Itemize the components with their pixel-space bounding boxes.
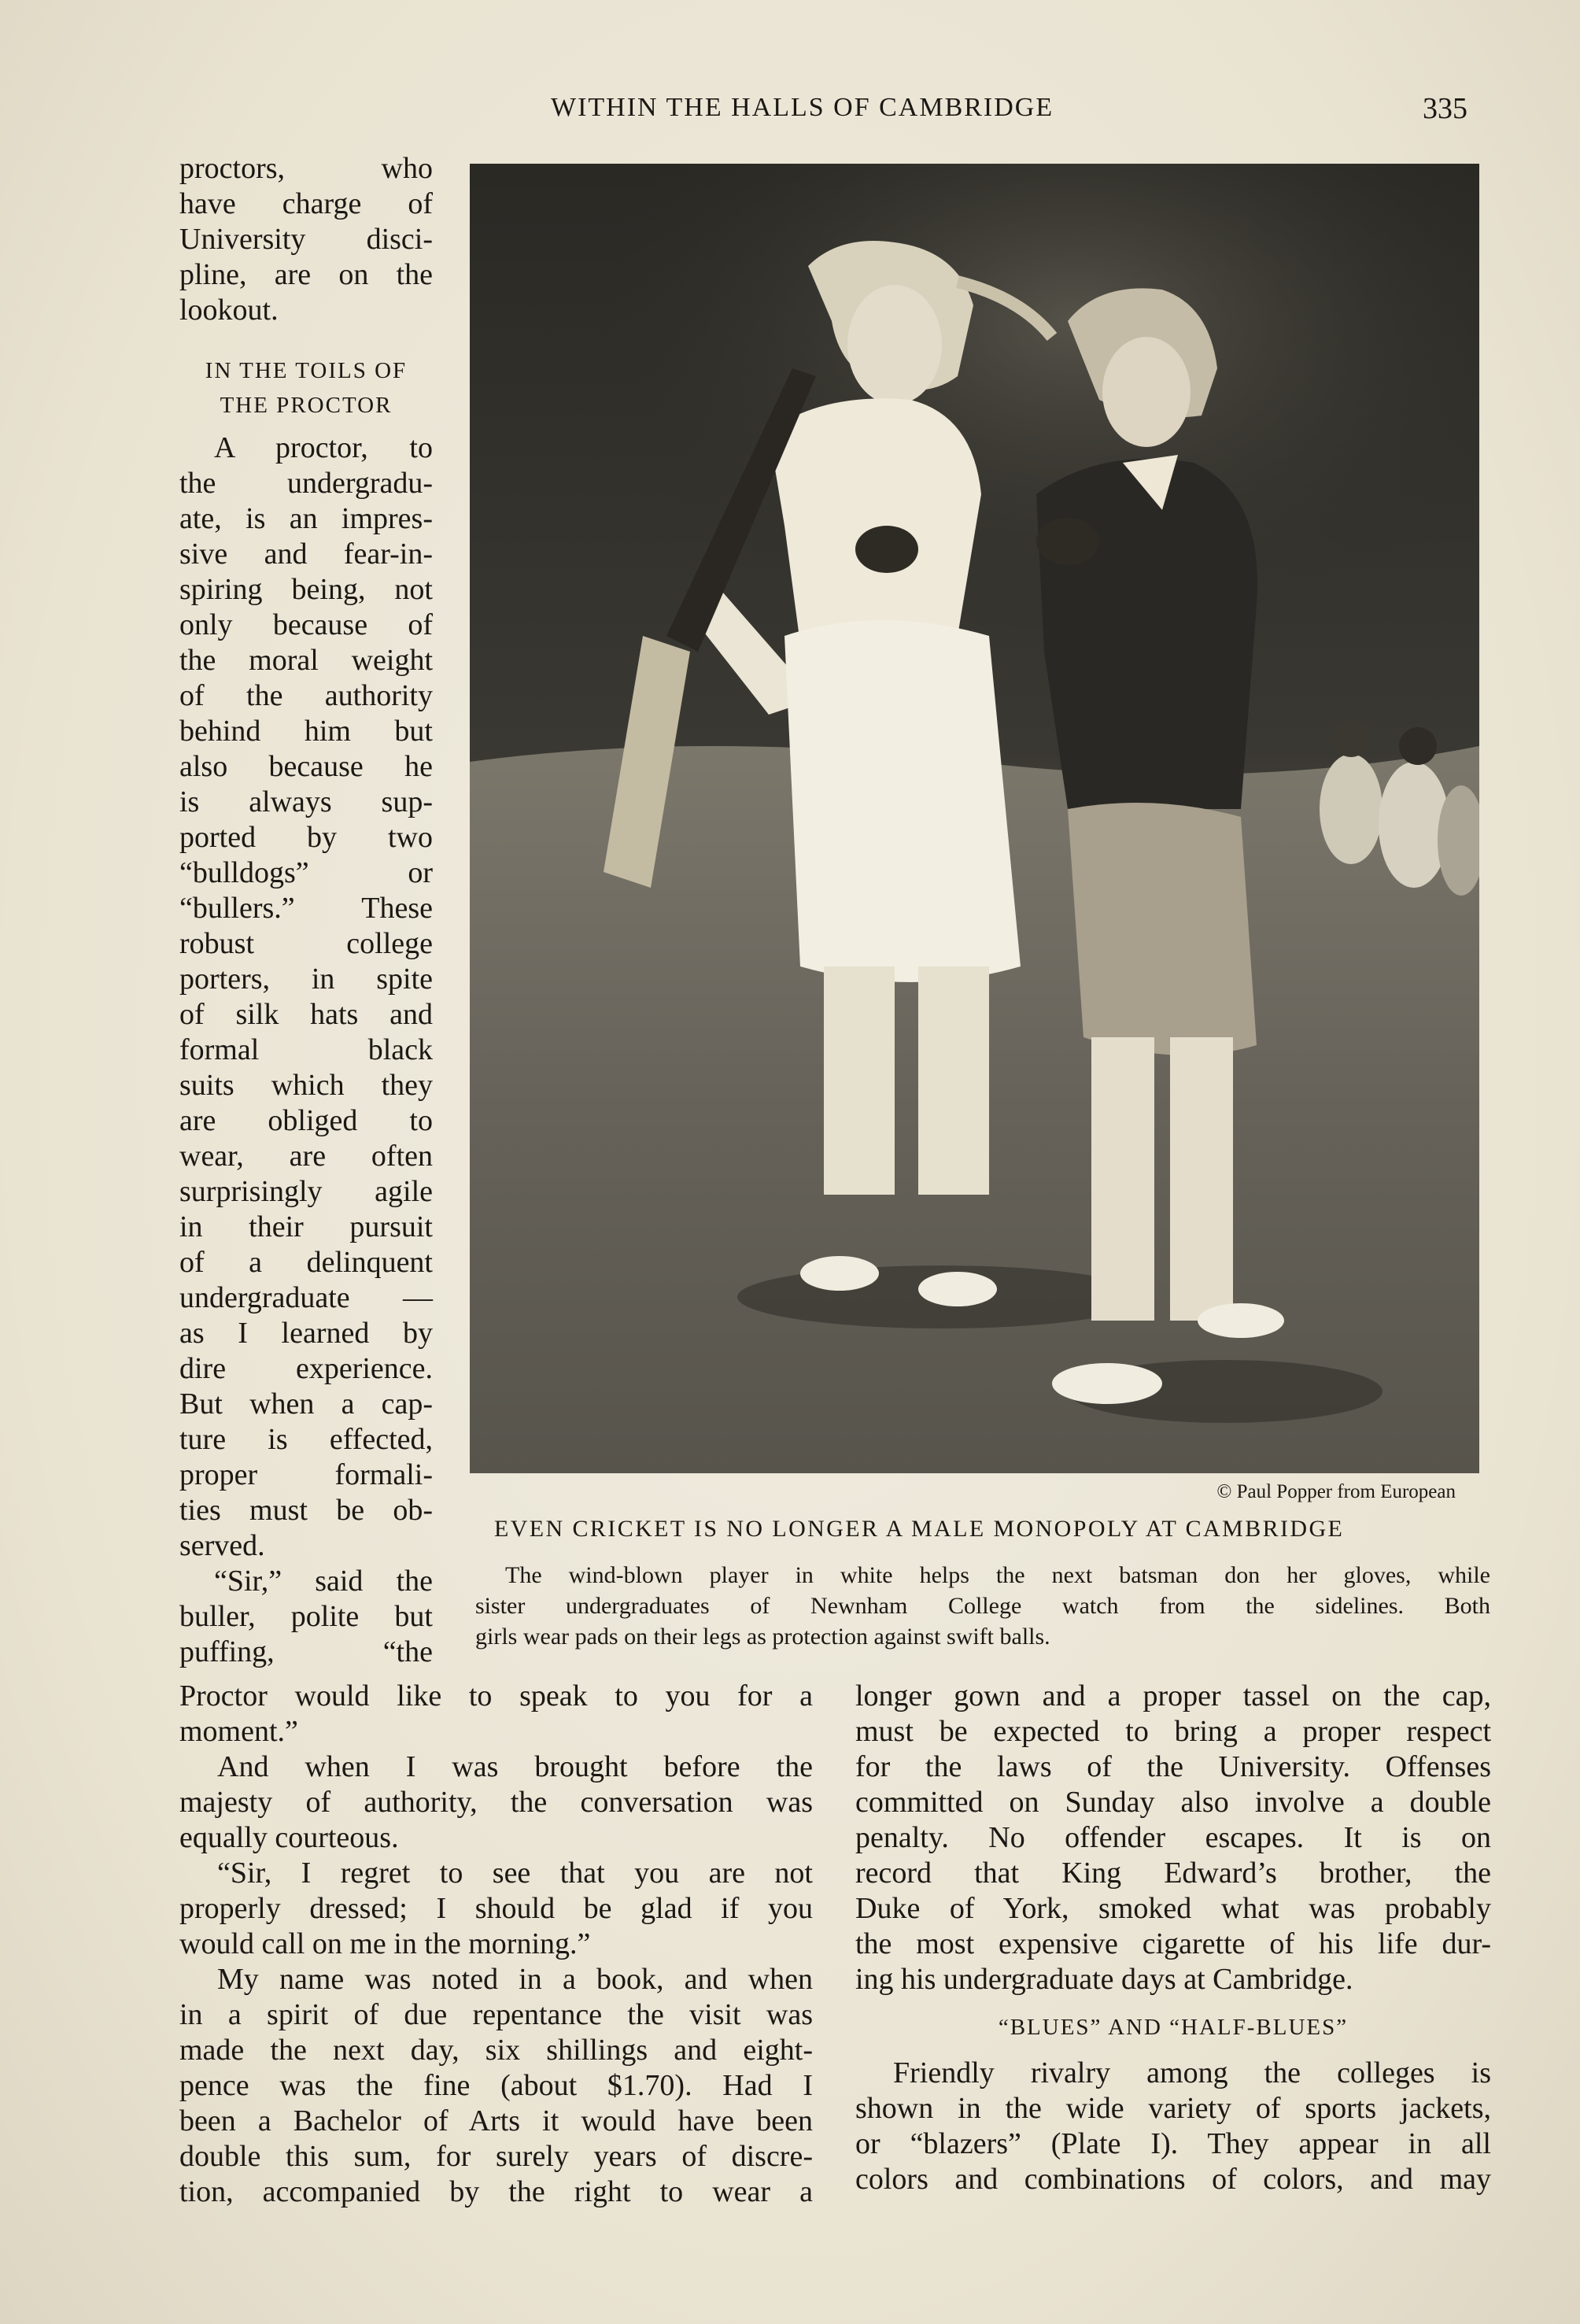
text-line: properly dressed; I should be glad if you xyxy=(179,1892,813,1925)
text-line: pline, are on the xyxy=(179,258,433,291)
player-skirt xyxy=(784,620,1021,982)
lower-right-column xyxy=(855,1679,1491,2197)
text-line: “bullers.” These xyxy=(179,892,433,925)
running-title: WITHIN THE HALLS OF CAMBRIDGE xyxy=(551,93,1054,122)
caption-body xyxy=(475,1560,1490,1652)
text-line: surprisingly agile xyxy=(179,1175,433,1208)
text-line: pence was the fine (about $1.70). Had I xyxy=(179,2069,813,2102)
text-line: lookout. xyxy=(179,294,279,327)
text-line: the moral weight xyxy=(179,644,433,677)
paragraph-sir-said-the-buller xyxy=(179,1564,433,1670)
text-line: Proctor would like to speak to you for a xyxy=(179,1679,813,1713)
text-line: robust college xyxy=(179,927,433,960)
text-line: ture is effected, xyxy=(179,1423,433,1456)
text-line: in a spirit of due repentance the visit was xyxy=(179,1998,813,2031)
text-line: been a Bachelor of Arts it would have been xyxy=(179,2104,813,2137)
text-line: porters, in spite xyxy=(179,962,433,996)
text-line: formal black xyxy=(179,1033,433,1066)
text-line: shown in the wide variety of sports jackets, xyxy=(855,2092,1491,2125)
text-line: record that King Edward’s brother, the xyxy=(855,1857,1491,1890)
text-line: “Sir,” said the xyxy=(214,1565,433,1598)
text-line: have charge of xyxy=(179,187,433,220)
caption-line: The wind-blown player in white helps the next batsman don her gloves, while xyxy=(505,1562,1490,1588)
photo-credit: © Paul Popper from European xyxy=(1216,1481,1456,1502)
text-line: University disci- xyxy=(179,223,433,256)
text-line: moment.” xyxy=(179,1715,298,1748)
text-line: My name was noted in a book, and when xyxy=(217,1963,813,1996)
text-line: proper formali- xyxy=(179,1458,433,1491)
text-line: must be expected to bring a proper respect xyxy=(855,1715,1491,1748)
text-line: ing his undergraduate days at Cambridge. xyxy=(855,1963,1353,1996)
text-line: for the laws of the University. Offenses xyxy=(855,1750,1491,1783)
text-line: in their pursuit xyxy=(179,1210,433,1243)
text-line: are obliged to xyxy=(179,1104,433,1137)
text-line: behind him but xyxy=(179,715,433,748)
text-line: also because he xyxy=(179,750,433,783)
page-number: 335 xyxy=(1423,92,1467,125)
text-line: served. xyxy=(179,1529,265,1562)
text-line: tion, accompanied by the right to wear a xyxy=(179,2175,813,2208)
text-line: puffing, “the xyxy=(179,1635,433,1668)
batting-glove xyxy=(1036,518,1099,565)
caption-title: EVEN CRICKET IS NO LONGER A MALE MONOPOLY AT CAMBRIDGE xyxy=(494,1516,1345,1542)
text-line: or “blazers” (Plate I). They appear in all xyxy=(855,2127,1491,2160)
text-line: is always sup- xyxy=(179,785,433,818)
text-line: made the next day, six shillings and eight- xyxy=(179,2034,813,2067)
text-line: A proctor, to xyxy=(214,431,433,464)
text-line: longer gown and a proper tassel on the cap, xyxy=(855,1679,1491,1713)
cricket-photograph xyxy=(470,164,1479,1473)
running-head xyxy=(0,93,1580,132)
caption-line: girls wear pads on their legs as protection against swift balls. xyxy=(475,1624,1050,1650)
subhead-toils-of-proctor xyxy=(179,353,433,423)
text-line: as I learned by xyxy=(179,1317,433,1350)
text-line: Duke of York, smoked what was probably xyxy=(855,1892,1491,1925)
text-line: dire experience. xyxy=(179,1352,433,1385)
paragraph-proctor-description xyxy=(179,430,433,1564)
text-line: ate, is an impres- xyxy=(179,502,433,535)
text-line: wear, are often xyxy=(179,1140,433,1173)
text-line: of a delinquent xyxy=(179,1246,433,1279)
text-line: “bulldogs” or xyxy=(179,856,433,889)
text-line: colors and combinations of colors, and may xyxy=(855,2163,1491,2196)
text-line: ported by two xyxy=(179,821,433,854)
text-line: But when a cap- xyxy=(179,1387,433,1421)
photograph-illustration xyxy=(470,164,1479,1473)
plaid-skirt xyxy=(1068,803,1257,1055)
text-line: majesty of authority, the conversation was xyxy=(179,1786,813,1819)
subhead-blues-and-half-blues: “BLUES” AND “HALF-BLUES” xyxy=(998,2015,1349,2040)
lower-left-column xyxy=(179,1679,813,2210)
text-line: only because of xyxy=(179,608,433,641)
text-line: undergraduate — xyxy=(179,1281,433,1314)
dark-cardigan xyxy=(1036,459,1257,809)
batting-glove xyxy=(855,526,918,573)
text-line: the undergradu- xyxy=(179,467,433,500)
subhead-line: IN THE TOILS OF xyxy=(205,358,408,383)
leg-pad-left xyxy=(824,966,895,1195)
caption-line: sister undergraduates of Newnham College watch from the sidelines. Both xyxy=(475,1593,1490,1619)
text-line: committed on Sunday also involve a double xyxy=(855,1786,1491,1819)
text-line: buller, polite but xyxy=(179,1600,433,1633)
text-line: double this sum, for surely years of discre- xyxy=(179,2140,813,2173)
leg-pad-right xyxy=(918,966,989,1195)
text-line: Friendly rivalry among the colleges is xyxy=(893,2056,1491,2089)
text-line: And when I was brought before the xyxy=(217,1750,813,1783)
text-line: sive and fear-in- xyxy=(179,538,433,571)
text-line: penalty. No offender escapes. It is on xyxy=(855,1821,1491,1854)
text-line: would call on me in the morning.” xyxy=(179,1927,591,1960)
text-line: equally courteous. xyxy=(179,1821,399,1854)
text-line: of silk hats and xyxy=(179,998,433,1031)
text-line: ties must be ob- xyxy=(179,1494,433,1527)
subhead-line: THE PROCTOR xyxy=(220,393,393,418)
left-column-text xyxy=(179,151,433,1670)
text-line: of the authority xyxy=(179,679,433,712)
text-line: proctors, who xyxy=(179,152,433,185)
text-line: “Sir, I regret to see that you are not xyxy=(217,1857,813,1890)
paragraph-proctors xyxy=(179,151,433,328)
text-line: spiring being, not xyxy=(179,573,433,606)
text-line: the most expensive cigarette of his life dur- xyxy=(855,1927,1491,1960)
text-line: suits which they xyxy=(179,1069,433,1102)
